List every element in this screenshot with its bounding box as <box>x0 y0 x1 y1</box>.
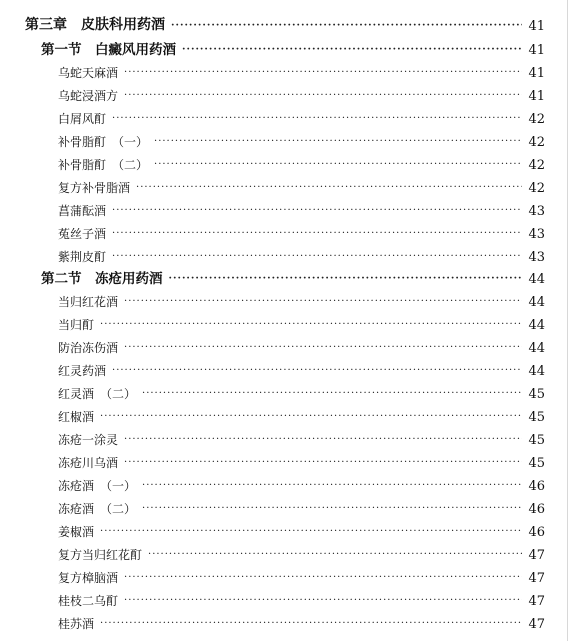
toc-entry <box>58 107 545 127</box>
leader-dots <box>112 203 522 219</box>
toc-entry <box>58 520 545 540</box>
toc-title: 复方当归红花酊 <box>58 548 143 562</box>
leader-dots <box>148 547 522 563</box>
toc-title: 乌蛇浸酒方 <box>58 89 119 103</box>
toc-title: 补骨脂酊 （一） <box>58 135 149 149</box>
leader-dots <box>124 593 522 609</box>
leader-dots <box>100 409 522 425</box>
leader-dots <box>154 157 522 173</box>
leader-dots <box>136 180 522 196</box>
toc-entry <box>58 290 545 310</box>
toc-entry <box>58 382 545 402</box>
leader-dots <box>124 432 522 448</box>
leader-dots <box>124 65 522 81</box>
toc-section <box>41 267 545 287</box>
toc-entry <box>58 474 545 494</box>
toc-title: 当归红花酒 <box>58 295 119 309</box>
leader-dots <box>124 455 522 471</box>
toc-entry <box>58 451 545 471</box>
toc-page-number: 47 <box>528 548 545 563</box>
toc-entry <box>58 84 545 104</box>
toc-title: 桂苏酒 <box>58 617 95 631</box>
toc-entry <box>58 153 545 173</box>
toc-entry <box>58 61 545 81</box>
toc-entry <box>58 497 545 517</box>
toc-entry <box>58 543 545 563</box>
toc-page-number: 44 <box>528 272 545 287</box>
leader-dots <box>124 340 522 356</box>
toc-title: 第三章 皮肤科用药酒 <box>25 17 165 33</box>
toc-page-number: 44 <box>528 341 545 356</box>
toc-page-number: 45 <box>528 387 545 402</box>
toc-entry <box>58 130 545 150</box>
toc-title: 冻疮酒 （二） <box>58 502 137 516</box>
leader-dots <box>124 88 522 104</box>
toc-page-number: 45 <box>528 410 545 425</box>
toc-title: 第一节 白癜风用药酒 <box>41 42 176 58</box>
toc-entry <box>58 245 545 265</box>
toc-page-number: 41 <box>528 19 545 34</box>
toc-page-number: 41 <box>528 89 545 104</box>
leader-dots <box>169 271 523 287</box>
toc-entry <box>58 359 545 379</box>
leader-dots <box>124 570 522 586</box>
toc-title: 红灵药酒 <box>58 364 107 378</box>
toc-page-number: 43 <box>528 204 545 219</box>
leader-dots <box>112 363 522 379</box>
toc-entry <box>58 405 545 425</box>
toc-page-number: 44 <box>528 364 545 379</box>
leader-dots <box>171 18 522 34</box>
toc-title: 复方樟脑酒 <box>58 571 119 585</box>
toc-page-number: 47 <box>528 617 545 632</box>
toc-title: 复方补骨脂酒 <box>58 181 131 195</box>
toc-title: 乌蛇天麻酒 <box>58 66 119 80</box>
toc-page-number: 47 <box>528 571 545 586</box>
toc-title: 第二节 冻疮用药酒 <box>41 271 163 287</box>
leader-dots <box>142 478 522 494</box>
leader-dots <box>112 249 522 265</box>
toc-entry <box>58 428 545 448</box>
toc-section <box>41 38 545 58</box>
toc-title: 冻疮川乌酒 <box>58 456 119 470</box>
toc-title: 姜椒酒 <box>58 525 95 539</box>
toc-entry <box>58 199 545 219</box>
leader-dots <box>182 42 522 58</box>
toc-page-number: 42 <box>528 181 545 196</box>
toc-title: 补骨脂酊 （二） <box>58 158 149 172</box>
toc-page-number: 45 <box>528 456 545 471</box>
leader-dots <box>124 294 522 310</box>
page-edge-line <box>567 0 568 641</box>
toc-title: 紫荆皮酊 <box>58 250 107 264</box>
toc-title: 红椒酒 <box>58 410 95 424</box>
toc-entry <box>58 589 545 609</box>
toc-title: 白屑风酊 <box>58 112 107 126</box>
toc-title: 桂枝二乌酊 <box>58 594 119 608</box>
toc-entry <box>58 336 545 356</box>
toc-page-number: 42 <box>528 112 545 127</box>
toc-page-number: 43 <box>528 227 545 242</box>
toc-page-number: 44 <box>528 295 545 310</box>
leader-dots <box>112 111 522 127</box>
toc-entry <box>58 612 545 632</box>
toc-title: 当归酊 <box>58 318 95 332</box>
toc-page-number: 43 <box>528 250 545 265</box>
leader-dots <box>112 226 522 242</box>
leader-dots <box>142 386 522 402</box>
toc-chapter <box>25 14 545 34</box>
toc-title: 防治冻伤酒 <box>58 341 119 355</box>
toc-title: 菟丝子酒 <box>58 227 107 241</box>
toc-entry <box>58 222 545 242</box>
toc-page-number: 45 <box>528 433 545 448</box>
toc-entry <box>58 176 545 196</box>
leader-dots <box>142 501 522 517</box>
toc-page-number: 46 <box>528 525 545 540</box>
toc-entry <box>58 313 545 333</box>
leader-dots <box>100 616 522 632</box>
toc-title: 冻疮一涂灵 <box>58 433 119 447</box>
toc-page-number: 46 <box>528 502 545 517</box>
toc-page-number: 41 <box>528 66 545 81</box>
toc-title: 菖蒲酝酒 <box>58 204 107 218</box>
toc-page-number: 41 <box>528 43 545 58</box>
leader-dots <box>100 317 522 333</box>
toc-page-number: 42 <box>528 158 545 173</box>
toc-page-number: 46 <box>528 479 545 494</box>
toc-title: 冻疮酒 （一） <box>58 479 137 493</box>
toc-page-number: 47 <box>528 594 545 609</box>
leader-dots <box>154 134 522 150</box>
toc-title: 红灵酒 （二） <box>58 387 137 401</box>
toc-page-number: 42 <box>528 135 545 150</box>
toc-page-number: 44 <box>528 318 545 333</box>
leader-dots <box>100 524 522 540</box>
toc-entry <box>58 566 545 586</box>
